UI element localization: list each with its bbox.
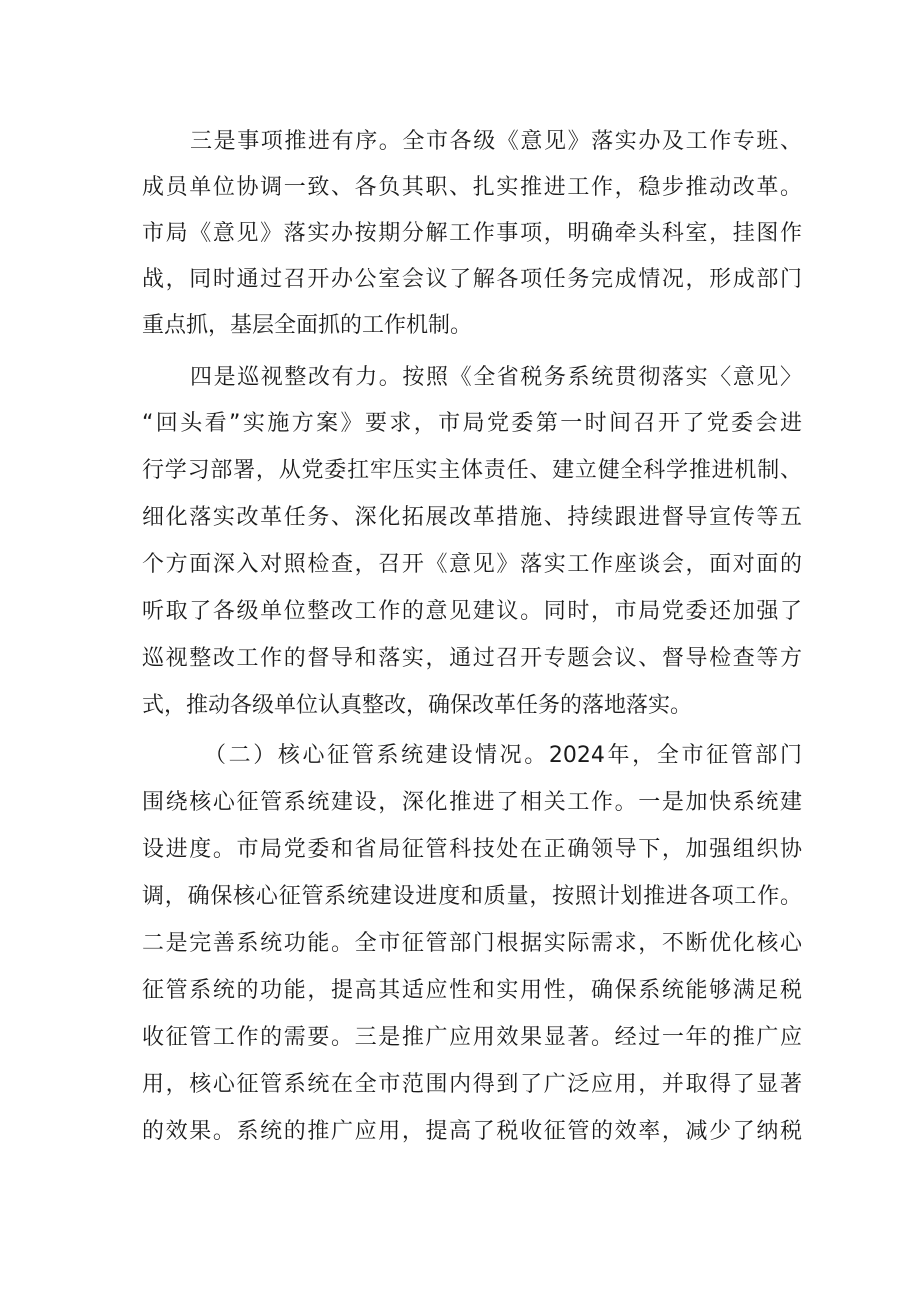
text-line: 用，核心征管系统在全市范围内得到了广泛应用，并取得了显著: [142, 1072, 802, 1097]
text-line: 战，同时通过召开办公室会议了解各项任务完成情况，形成部门: [142, 267, 802, 292]
text-line: 成员单位协调一致、各负其职、扎实推进工作，稳步推动改革。: [142, 175, 802, 200]
text-line: 的效果。系统的推广应用，提高了税收征管的效率，减少了纳税: [142, 1119, 802, 1144]
text-line: 听取了各级单位整改工作的意见建议。同时，市局党委还加强了: [142, 599, 802, 624]
text-line: 设进度。市局党委和省局征管科技处在正确领导下，加强组织协: [142, 837, 802, 862]
text-line: 收征管工作的需要。三是推广应用效果显著。经过一年的推广应: [142, 1025, 802, 1050]
text-line: 三是事项推进有序。全市各级《意见》落实办及工作专班、: [190, 129, 802, 154]
text-line: 行学习部署，从党委扛牢压实主体责任、建立健全科学推进机制、: [142, 458, 802, 483]
text-line: 二是完善系统功能。全市征管部门根据实际需求，不断优化核心: [142, 931, 802, 956]
text-line: 征管系统的功能，提高其适应性和实用性，确保系统能够满足税: [142, 978, 802, 1003]
text-line: 巡视整改工作的督导和落实，通过召开专题会议、督导检查等方: [142, 646, 802, 671]
section-heading-line: （二）核心征管系统建设情况。2024年，全市征管部门: [204, 743, 802, 768]
text-line: 个方面深入对照检查，召开《意见》落实工作座谈会，面对面的: [142, 552, 802, 577]
text-line: 围绕核心征管系统建设，深化推进了相关工作。一是加快系统建: [142, 790, 802, 815]
text-line: “回头看”实施方案》要求，市局党委第一时间召开了党委会进: [142, 411, 802, 436]
text-line: 式，推动各级单位认真整改，确保改革任务的落地落实。: [142, 693, 693, 718]
text-line: 市局《意见》落实办按期分解工作事项，明确牵头科室，挂图作: [142, 221, 802, 246]
text-line: 调，确保核心征管系统建设进度和质量，按照计划推进各项工作。: [142, 884, 802, 909]
text-line: 细化落实改革任务、深化拓展改革措施、持续跟进督导宣传等五: [142, 505, 802, 530]
text-line: 四是巡视整改有力。按照《全省税务系统贯彻落实〈意见〉: [190, 365, 802, 390]
text-line: 重点抓，基层全面抓的工作机制。: [142, 313, 473, 338]
